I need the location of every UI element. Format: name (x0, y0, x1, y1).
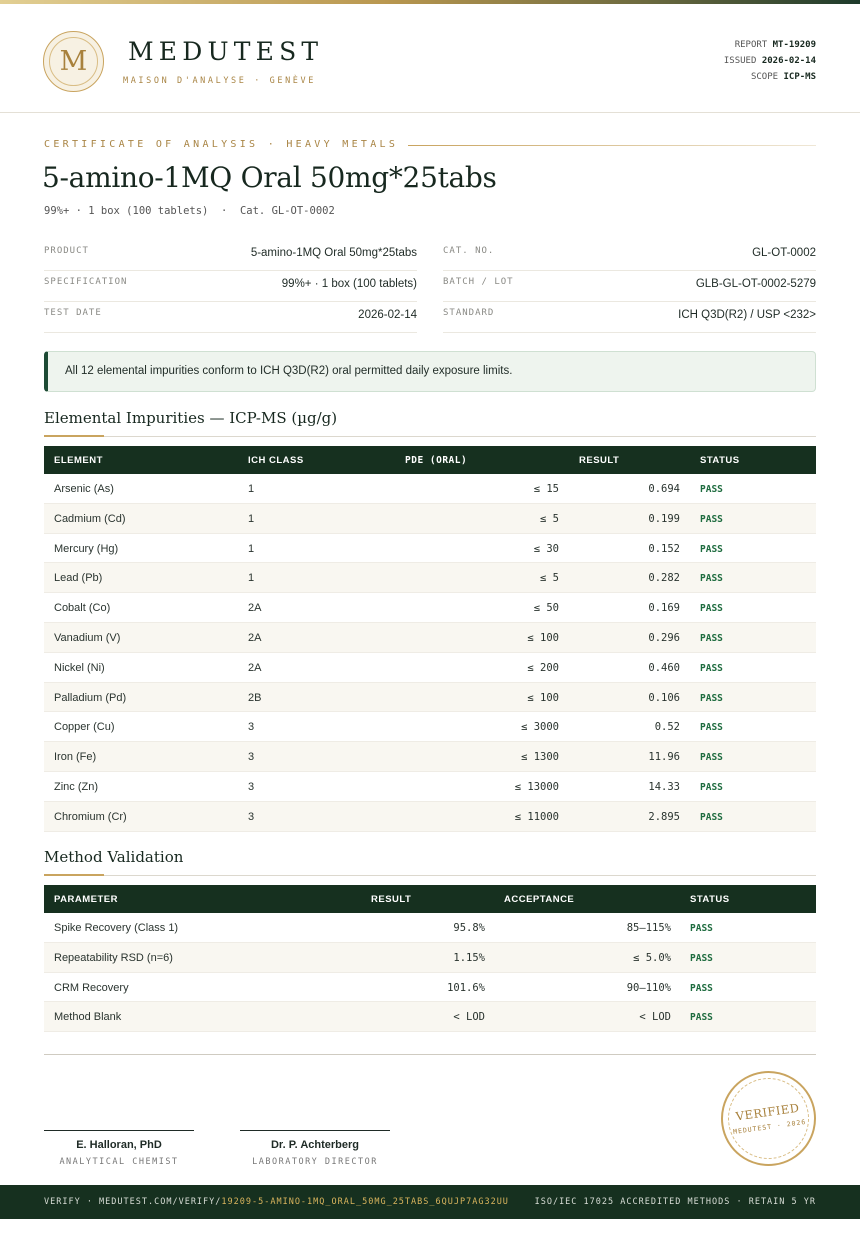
col-pde: PDE (ORAL) (405, 455, 468, 466)
scope-label: SCOPE (750, 72, 779, 82)
stamp-subtext: MEDUTEST · 2026 (732, 1117, 807, 1137)
validation-result: 95.8% (453, 922, 485, 934)
col-status: STATUS (700, 455, 740, 466)
brand-seal-icon (43, 31, 104, 92)
signature-block-2 (240, 1130, 390, 1167)
info-value: 99%+ · 1 box (100 tablets) (281, 278, 417, 290)
section-accent (44, 435, 104, 437)
element-name: Chromium (Cr) (54, 810, 127, 823)
pde-limit: ≤ 13000 (514, 780, 559, 793)
element-name: Arsenic (As) (54, 483, 114, 495)
table-row (44, 653, 816, 683)
status-badge: PASS (690, 923, 713, 934)
certificate-eyebrow: CERTIFICATE OF ANALYSIS · HEAVY METALS (44, 139, 399, 150)
result-value: 0.52 (654, 721, 680, 734)
info-value: GL-OT-0002 (752, 247, 816, 259)
impurities-table-header (44, 446, 816, 474)
impurities-table (44, 446, 816, 832)
ich-class: 2A (248, 661, 262, 674)
validation-result: 101.6% (447, 981, 485, 994)
element-name: Mercury (Hg) (54, 542, 119, 555)
validation-result: < LOD (453, 1011, 485, 1024)
result-value: 0.460 (648, 661, 680, 674)
table-row (44, 772, 816, 802)
parameter-name: Spike Recovery (Class 1) (54, 922, 179, 934)
status-badge: PASS (690, 952, 713, 964)
result-value: 0.152 (648, 542, 680, 555)
verify-code[interactable]: 19209-5-AMINO-1MQ_ORAL_50MG_25TABS_6QUJP7AG32UU (221, 1197, 509, 1207)
signature-divider (44, 1054, 816, 1055)
element-name: Vanadium (V) (54, 631, 121, 644)
pde-limit: ≤ 1300 (521, 751, 559, 764)
col-val-status: STATUS (690, 894, 730, 905)
pde-limit: ≤ 100 (527, 631, 559, 644)
validation-result: 1.15% (453, 951, 485, 964)
signatory-role: ANALYTICAL CHEMIST (59, 1157, 179, 1167)
signatory-name: Dr. P. Achterberg (270, 1139, 360, 1151)
status-badge: PASS (700, 752, 723, 764)
parameter-name: Repeatability RSD (n=6) (54, 951, 173, 964)
element-name: Palladium (Pd) (54, 691, 127, 704)
info-label: BATCH / LOT (443, 277, 514, 287)
table-row (44, 742, 816, 772)
result-value: 14.33 (648, 780, 680, 793)
notice-text: All 12 elemental impurities conform to ICH Q3D(R2) oral permitted daily exposure limits. (65, 365, 513, 377)
table-row (44, 1002, 816, 1032)
ich-class: 3 (248, 721, 255, 734)
element-name: Cobalt (Co) (54, 602, 111, 615)
col-acceptance: ACCEPTANCE (504, 894, 575, 905)
impurities-section-title: Elemental Impurities — ICP-MS (µg/g) (44, 409, 338, 427)
acceptance-range: 90–110% (626, 981, 671, 994)
ich-class: 2A (248, 631, 262, 644)
table-row (44, 504, 816, 534)
table-row (44, 683, 816, 713)
result-value: 0.169 (648, 602, 680, 615)
table-row (44, 534, 816, 564)
table-row (44, 802, 816, 832)
element-name: Iron (Fe) (54, 751, 97, 764)
col-ich-class: ICH CLASS (248, 455, 304, 466)
element-name: Cadmium (Cd) (54, 512, 126, 525)
brand-tagline: MAISON D'ANALYSE · GENÈVE (123, 76, 316, 86)
pde-limit: ≤ 200 (527, 661, 559, 674)
info-grid-left (44, 240, 417, 333)
info-label: SPECIFICATION (44, 277, 128, 287)
ich-class: 1 (248, 542, 255, 555)
brand-monogram: M (59, 46, 88, 77)
status-badge: PASS (700, 781, 723, 793)
col-val-result: RESULT (371, 894, 412, 905)
signatory-name: E. Halloran, PhD (76, 1139, 162, 1151)
brand-name: MEDUTEST (128, 37, 324, 66)
status-badge: PASS (700, 632, 723, 644)
element-name: Zinc (Zn) (54, 780, 98, 793)
status-badge: PASS (700, 662, 723, 674)
ich-class: 1 (248, 572, 255, 585)
info-row-specification (44, 271, 417, 302)
pde-limit: ≤ 5 (540, 572, 559, 585)
status-badge: PASS (700, 543, 723, 555)
info-value: 2026-02-14 (358, 309, 417, 321)
section-divider (44, 875, 816, 876)
result-value: 11.96 (648, 751, 680, 764)
verification-footer (0, 1185, 860, 1219)
table-row (44, 474, 816, 504)
pde-limit: ≤ 30 (533, 542, 559, 555)
ich-class: 3 (248, 780, 255, 793)
parameter-name: Method Blank (54, 1011, 122, 1024)
pde-limit: ≤ 3000 (521, 721, 559, 734)
info-value: 5-amino-1MQ Oral 50mg*25tabs (250, 247, 417, 259)
conformance-notice (44, 351, 816, 392)
pde-limit: ≤ 15 (533, 483, 559, 495)
table-row (44, 623, 816, 653)
signature-block-1 (44, 1130, 194, 1167)
impurities-rows (44, 474, 816, 832)
col-result: RESULT (579, 455, 620, 466)
scope-value: ICP-MS (783, 72, 816, 82)
info-label: CAT. NO. (443, 246, 495, 256)
info-value: ICH Q3D(R2) / USP <232> (678, 309, 816, 321)
result-value: 0.296 (648, 631, 680, 644)
accreditation-note: ISO/IEC 17025 ACCREDITED METHODS · RETAIN 5 YR (534, 1197, 816, 1207)
status-badge: PASS (700, 692, 723, 704)
table-row (44, 712, 816, 742)
status-badge: PASS (700, 603, 723, 615)
report-number: MT-19209 (772, 40, 816, 50)
section-accent (44, 874, 104, 876)
result-value: 0.199 (648, 512, 680, 525)
pde-limit: ≤ 50 (533, 602, 559, 615)
signatory-role: LABORATORY DIRECTOR (252, 1157, 378, 1167)
ich-class: 1 (248, 483, 255, 495)
status-badge: PASS (700, 484, 723, 495)
status-badge: PASS (690, 982, 713, 994)
ich-class: 3 (248, 751, 255, 764)
result-value: 0.106 (648, 691, 680, 704)
verify-prefix: VERIFY · MEDUTEST.COM/VERIFY/ (44, 1197, 222, 1207)
parameter-name: CRM Recovery (54, 981, 129, 994)
element-name: Nickel (Ni) (54, 661, 105, 674)
section-divider (44, 436, 816, 437)
ich-class: 2A (248, 602, 262, 615)
status-badge: PASS (700, 573, 723, 585)
status-badge: PASS (690, 1012, 713, 1024)
acceptance-range: 85–115% (626, 922, 671, 934)
col-element: ELEMENT (54, 455, 103, 466)
result-value: 0.282 (648, 572, 680, 585)
report-header (0, 4, 860, 113)
report-meta (724, 37, 816, 85)
info-label: TEST DATE (44, 308, 102, 318)
product-title: 5-amino-1MQ Oral 50mg*25tabs (42, 161, 497, 194)
table-row (44, 913, 816, 943)
ich-class: 1 (248, 512, 255, 525)
issued-label: ISSUED (723, 56, 757, 66)
info-row-batch (443, 271, 816, 302)
report-label: REPORT (734, 40, 768, 50)
validation-table-header (44, 885, 816, 913)
info-grid-right (443, 240, 816, 333)
acceptance-range: ≤ 5.0% (633, 951, 671, 964)
acceptance-range: < LOD (639, 1011, 671, 1024)
validation-rows (44, 913, 816, 1032)
validation-table (44, 885, 816, 1032)
table-row (44, 973, 816, 1003)
pde-limit: ≤ 11000 (514, 810, 559, 823)
issued-date: 2026-02-14 (761, 56, 816, 66)
pde-limit: ≤ 100 (527, 691, 559, 704)
element-name: Lead (Pb) (54, 572, 103, 585)
status-badge: PASS (700, 722, 723, 734)
table-row (44, 593, 816, 623)
product-subline: 99%+ · 1 box (100 tablets) · Cat. GL-OT-0002 (44, 205, 335, 217)
stamp-text: VERIFIED (734, 1100, 801, 1124)
verified-stamp-icon (715, 1065, 822, 1172)
table-row (44, 563, 816, 593)
status-badge: PASS (700, 513, 723, 525)
element-name: Copper (Cu) (54, 721, 115, 734)
validation-section-title: Method Validation (44, 848, 184, 866)
ich-class: 3 (248, 810, 255, 823)
info-row-standard (443, 302, 816, 333)
info-value: GLB-GL-OT-0002-5279 (695, 278, 816, 290)
eyebrow-divider (408, 145, 816, 146)
col-parameter: PARAMETER (54, 894, 118, 905)
status-badge: PASS (700, 811, 723, 823)
result-value: 2.895 (648, 810, 680, 823)
table-row (44, 943, 816, 973)
pde-limit: ≤ 5 (540, 512, 559, 525)
info-label: STANDARD (443, 308, 495, 318)
info-row-product (44, 240, 417, 271)
info-row-cat-no (443, 240, 816, 271)
ich-class: 2B (248, 691, 262, 704)
verify-link[interactable] (44, 1197, 509, 1207)
info-row-test-date (44, 302, 417, 333)
info-label: PRODUCT (44, 246, 89, 256)
result-value: 0.694 (648, 483, 680, 495)
